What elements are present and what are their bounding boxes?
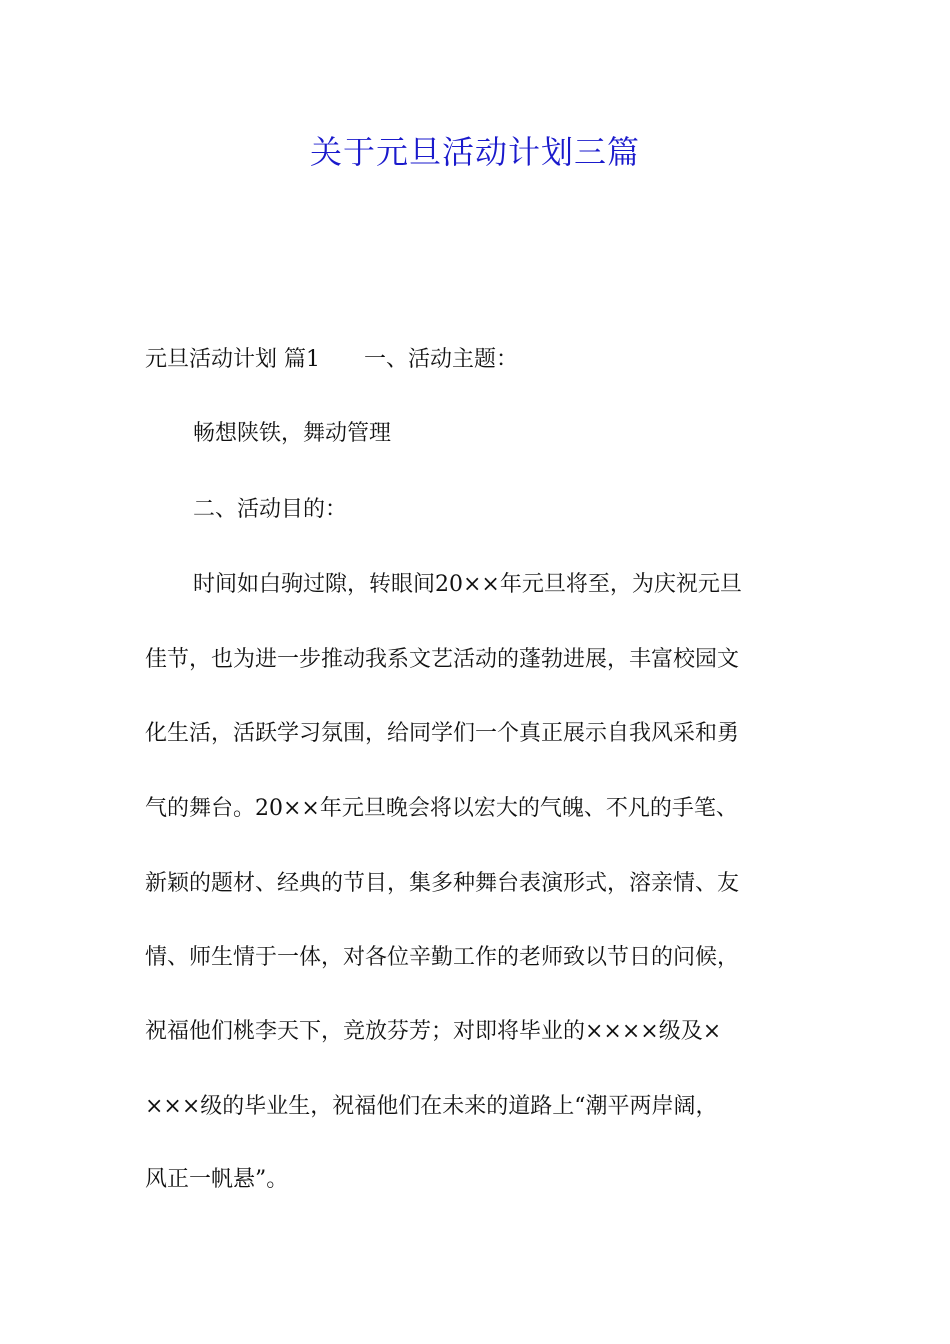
heading-activity-purpose: 二、活动目的： <box>193 497 348 522</box>
heading-activity-theme: 一、活动主题： <box>364 347 519 372</box>
paragraph-line: 气的舞台。20××年元旦晚会将以宏大的气魄、不凡的手笔、 <box>145 796 738 821</box>
paragraph-line: 新颖的题材、经典的节目，集多种舞台表演形式，溶亲情、友 <box>145 871 740 896</box>
paragraph-line: 佳节，也为进一步推动我系文艺活动的蓬勃进展，丰富校园文 <box>145 647 740 672</box>
document-title: 关于元旦活动计划三篇 <box>309 133 640 171</box>
paragraph-line: 化生活，活跃学习氛围，给同学们一个真正展示自我风采和勇 <box>145 721 740 746</box>
paragraph-line: ×××级的毕业生，祝福他们在未来的道路上“潮平两岸阔， <box>145 1094 718 1119</box>
paragraph-line: 祝福他们桃李天下，竞放芬芳；对即将毕业的××××级及× <box>145 1019 722 1044</box>
paragraph-line: 时间如白驹过隙，转眼间20××年元旦将至，为庆祝元旦 <box>193 572 742 597</box>
section-heading-line <box>145 340 810 380</box>
section-label: 元旦活动计划 篇1 <box>145 347 320 372</box>
paragraph-line: 情、师生情于一体，对各位辛勤工作的老师致以节日的问候， <box>145 945 740 970</box>
theme-text: 畅想陕铁，舞动管理 <box>193 421 392 446</box>
paragraph-line: 风正一帆悬”。 <box>145 1167 289 1192</box>
